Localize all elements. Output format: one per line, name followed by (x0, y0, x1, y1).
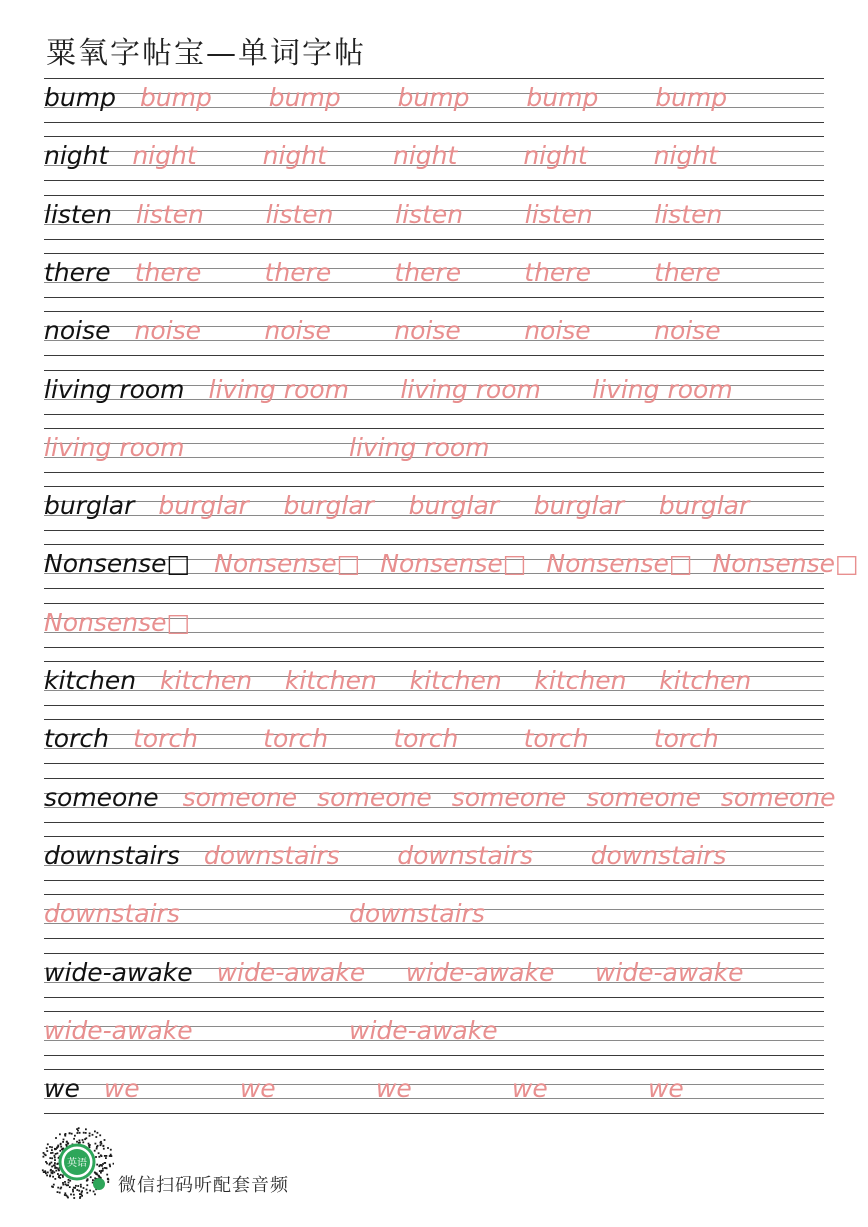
trace-word: there (524, 257, 591, 287)
trace-word: living room (592, 374, 733, 404)
guide-line (44, 647, 824, 648)
guide-line (44, 953, 824, 954)
practice-row (44, 653, 824, 711)
guide-line (44, 122, 824, 123)
guide-line (44, 180, 824, 181)
practice-row (44, 945, 824, 1003)
trace-word: night (392, 141, 458, 171)
trace-word: burglar (283, 491, 374, 521)
guide-line (44, 530, 824, 531)
practice-row (44, 420, 824, 478)
practice-row (44, 536, 859, 594)
guide-line (44, 661, 824, 662)
trace-word: Nonsense□ (44, 607, 191, 637)
guide-line (44, 1084, 824, 1085)
guide-line (44, 719, 824, 720)
model-word: torch (44, 724, 109, 754)
model-word: Nonsense□ (44, 549, 191, 579)
trace-word: downstairs (397, 840, 534, 870)
practice-row (44, 1003, 824, 1061)
model-word: wide-awake (44, 957, 193, 987)
guide-line (44, 428, 824, 429)
guide-line (44, 836, 824, 837)
trace-word: Nonsense□ (214, 549, 361, 579)
guide-line (44, 705, 824, 706)
trace-word: someone (182, 782, 298, 812)
trace-word: there (654, 257, 721, 287)
trace-word: downstairs (44, 899, 180, 929)
trace-word: living room (349, 432, 490, 462)
practice-row (44, 187, 824, 245)
trace-word: bump (139, 83, 212, 112)
trace-word: wide-awake (405, 957, 555, 987)
trace-word: wide-awake (594, 957, 744, 987)
practice-row (44, 595, 824, 653)
model-word: we (44, 1074, 80, 1104)
practice-row (44, 770, 836, 828)
guide-line (44, 297, 824, 298)
model-word: living room (44, 374, 185, 404)
trace-word: night (132, 141, 197, 171)
trace-word: there (394, 257, 462, 287)
trace-word: wide-awake (44, 1015, 193, 1045)
trace-word: noise (394, 316, 461, 346)
trace-word: burglar (533, 491, 625, 521)
footer-caption: 微信扫码听配套音频 (118, 1175, 289, 1196)
model-word: kitchen (44, 666, 137, 695)
trace-word: we (103, 1074, 140, 1104)
trace-word: someone (720, 782, 836, 812)
practice-row (44, 886, 824, 944)
trace-word: bump (655, 83, 728, 112)
practice-row (44, 128, 824, 186)
guide-line (44, 1069, 824, 1070)
trace-word: night (523, 141, 588, 171)
trace-word: Nonsense□ (712, 549, 859, 579)
practice-row (44, 711, 824, 769)
model-word: noise (44, 316, 111, 346)
trace-word: night (262, 141, 327, 171)
trace-word: someone (451, 782, 567, 812)
guide-line (44, 793, 824, 794)
model-word: there (44, 257, 111, 287)
trace-word: downstairs (349, 899, 485, 929)
trace-word: listen (395, 199, 464, 229)
trace-word: kitchen (534, 666, 627, 695)
trace-word: torch (132, 724, 198, 754)
guide-line (44, 253, 824, 254)
model-word: bump (44, 83, 116, 112)
qr-code-icon[interactable] (40, 1126, 114, 1200)
practice-row (44, 828, 824, 886)
trace-word: we (511, 1074, 548, 1104)
guide-line (44, 763, 824, 764)
trace-word: someone (317, 782, 432, 812)
trace-word: bump (268, 83, 341, 112)
trace-word: bump (526, 83, 599, 112)
trace-word: burglar (158, 491, 249, 521)
trace-word: noise (134, 316, 201, 346)
practice-row (44, 245, 824, 303)
trace-word: noise (264, 316, 331, 346)
guide-line (44, 136, 824, 137)
trace-word: night (653, 141, 718, 171)
practice-row (44, 303, 824, 361)
trace-word: listen (654, 199, 723, 229)
trace-word: kitchen (409, 666, 502, 695)
trace-word: noise (654, 316, 721, 346)
practice-row (44, 478, 824, 536)
trace-word: burglar (658, 491, 750, 521)
guide-line (44, 1055, 824, 1056)
trace-word: Nonsense□ (380, 549, 527, 579)
model-word: listen (44, 199, 112, 229)
practice-row (44, 70, 824, 128)
model-word: someone (44, 782, 159, 812)
trace-word: there (264, 257, 332, 287)
guide-line (44, 355, 824, 356)
guide-line (44, 603, 824, 604)
model-word: night (44, 141, 109, 171)
trace-word: downstairs (203, 840, 340, 870)
qr-logo-text: 英语 (67, 1158, 87, 1169)
guide-line (44, 414, 824, 415)
trace-word: we (239, 1074, 276, 1104)
guide-line (44, 997, 824, 998)
guide-line (44, 1098, 824, 1099)
trace-word: someone (586, 782, 701, 812)
trace-word: living room (400, 374, 541, 404)
trace-word: torch (653, 724, 719, 754)
guide-line (44, 778, 824, 779)
guide-line (44, 894, 824, 895)
guide-line (44, 472, 824, 473)
guide-line (44, 588, 824, 589)
trace-word: torch (523, 724, 589, 754)
trace-word: listen (265, 199, 334, 229)
trace-word: Nonsense□ (546, 549, 693, 579)
model-word: downstairs (44, 840, 180, 870)
trace-word: burglar (408, 491, 500, 521)
trace-word: kitchen (284, 666, 377, 695)
footer (40, 1126, 420, 1201)
trace-word: kitchen (160, 666, 253, 695)
trace-word: torch (263, 724, 329, 754)
trace-word: we (375, 1074, 412, 1104)
trace-word: living room (44, 432, 185, 462)
guide-line (44, 486, 824, 487)
trace-word: noise (524, 316, 591, 346)
trace-word: downstairs (590, 840, 727, 870)
guide-line (44, 822, 824, 823)
model-word: burglar (44, 491, 135, 521)
trace-word: we (647, 1074, 684, 1104)
trace-word: there (134, 257, 202, 287)
trace-word: torch (393, 724, 459, 754)
guide-line (44, 544, 824, 545)
trace-word: wide-awake (349, 1015, 498, 1045)
trace-word: listen (135, 199, 204, 229)
trace-word: listen (524, 199, 593, 229)
guide-line (44, 195, 824, 196)
guide-line (44, 311, 824, 312)
trace-word: bump (397, 83, 470, 112)
guide-line (44, 807, 824, 808)
practice-row (44, 1061, 824, 1119)
trace-word: kitchen (659, 666, 752, 695)
guide-line (44, 1011, 824, 1012)
guide-line (44, 938, 824, 939)
guide-line (44, 1113, 824, 1114)
guide-line (44, 239, 824, 240)
practice-row (44, 362, 824, 420)
guide-line (44, 370, 824, 371)
trace-word: wide-awake (216, 957, 366, 987)
guide-line (44, 78, 824, 79)
trace-word: living room (208, 374, 350, 404)
guide-line (44, 880, 824, 881)
page-title: 粟氧字帖宝—单词字帖 (46, 36, 366, 71)
